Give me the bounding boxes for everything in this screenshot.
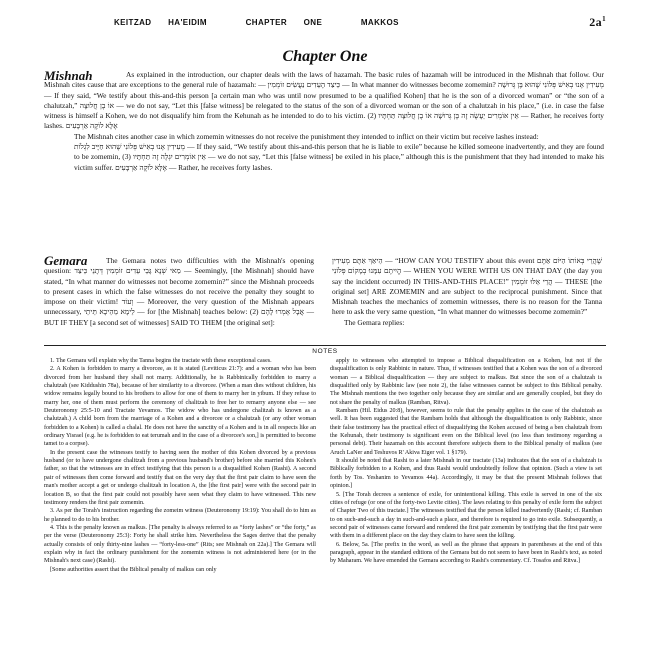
note-paragraph: 3. As per the Torah's instruction regarding the zomeim witness (Deuteronomy 19:19): You shall do to him as he planned to do to his brother. <box>44 508 316 523</box>
gemara-left-column: The Gemara notes two difficulties with the Mishnah's opening question: מַאי שְׁנָא גָּבֵי עֵדִים זוֹמְמִין דְּתָנֵי כֵּיצַד — Seemingly, [the Mishnah] should have stated, “In what manner do witnesses not become zomemin?” since the Mishnah proceeds to present cases in which the false witnesses do not receive the penalty they sought to impose on their victim! וְעוֹד — Moreover, the very question of the Mishnah appears unnecessary, לֵימָא מֵהֵיכָא תֵּיתֵי — for [the Mishnah] teaches below: (2) אֲבָל אָמְרוּ לָהֶם — BUT IF THEY [a second set of witnesses] SAID TO THEM [the original set]: <box>44 256 315 327</box>
mishnah-label: Mishnah <box>44 68 93 83</box>
note-paragraph: Rambam (Hil. Eidus 20:8), however, seems to rule that the penalty applies in the case of the chalutzah as well. It has been suggested that the Rambam holds that although the disqualification is only Rabbinic, since their false testimony has the practical effect of disqualifying the Kohen accused of being a ben chalutzah from the Kehunah, their testimony is significant even on the Biblical level (no less than testimony regarding a personal debt). Their hazamah on this account therefore subjects them to the Biblical penalty of malkus (see Aruch LaNer and Teshuvos R' Akiva Eiger vol. 1 §179). <box>330 408 602 456</box>
note-paragraph: In the present case the witnesses testify to having seen the mother of this Kohen divorced by a previous husband (or to have undergone chalitzah from a previous husband's brother) before she married this Kohen's father, so that the witnesses are in effect testifying that this person is a disqualified Kohen (Rashi). A second pair of witnesses then come forward and testify that on the very day that the first pair claim to have seen the man's mother accept a get or undergo chalitzah in location A, the [the first pair] were with the second pair in location B, so that the first pair could not possibly have seen what they claim to have witnessed. This new testimony renders the first pair zomemin. <box>44 449 316 506</box>
folio-number <box>589 15 606 30</box>
header-tractate-section: KEITZAD HA'EIDIM <box>114 18 207 27</box>
notes-title: NOTES <box>312 348 338 355</box>
gemara-right-text: הֵיאַךְ אַתֶּם מְעִידִין — “HOW CAN YOU TESTIFY about this event שֶׁהֲרֵי בְּאוֹתוֹ הַיּוֹם אַתֶּם הֱיִיתֶם עִמָּנוּ בְמָקוֹם פְּלוֹנִי — WHEN YOU WERE WITH US ON THAT DAY (the day you say the incident occurred) IN THIS-AND-THIS PLACE!” הֲרֵי אֵלּוּ זוֹמְמִין — THESE [the original set] ARE ZOMEMIN and are subject to the reciprocal punishment. Since that Mishnah teaches the mechanics of zomemin witnesses, there is no reason for the Tanna here to ask the very same question, “In what manner do witnesses become zomemin?” <box>332 256 603 317</box>
header-chapter: CHAPTER ONE <box>245 18 323 27</box>
chapter-title: Chapter One <box>282 48 368 65</box>
gemara-reply: The Gemara replies: <box>344 317 405 327</box>
note-paragraph: 6. Below, 5a. [The prefix in the word, as well as the phrase that appears in parentheses at the end of this paragraph, appear in the standard editions of the Gemara but do not seem to have been in Rashi's text, as noted by Maharam. We have emended the Gemara according to Rashi's commentary. Cf. Tosafos and Ritva.] <box>330 541 602 565</box>
mishnah-text <box>44 70 604 173</box>
header-titles <box>114 18 421 27</box>
mishnah-para-1: As explained in the introduction, our chapter deals with the laws of hazamah. The basic rules of hazamah will be introduced in the Mishnah that follow. Our Mishnah cites cause that are exceptions to the general rule of hazamah: — כֵּיצַד הָעֵדִים נַעֲשִׂים זוֹמְמִין — In what manner do witnesses become zomemin? מְעִידִין אָנוּ בְאִישׁ פְּלוֹנִי שֶׁהוּא בֶּן גְּרוּשָׁה — If they said, “We testify about this-and-this person [a certain man who was until now presumed to be a qualified Kohen] that he is the son of a divorced woman” or “the son of a chalutzah,” אוֹ בֶן חֲלוּצָה — we do not say, “Let this [false witness] be relegated to the status of the son of a divorced woman or the son of a chalutzah in his place,” (i.e. in case the false witness is himself a Kohen, we do not disqualify him from the Kehunah as he intended to do to his victim. (2) אֵין אוֹמְרִים יֵעָשֶׂה זֶה בֶּן גְּרוּשָׁה אוֹ בֶן חֲלוּצָה תַּחְתָּיו — Rather, he receives forty lashes. אֶלָּא לוֹקֶה אַרְבָּעִים <box>44 70 605 131</box>
note-paragraph: 2. A Kohen is forbidden to marry a divorcee, as it is stated (Leviticus 21:7): and a woman who has been divorced from her husband they shall not marry. Additionally, he is Rabbinically forbidden to marry a chalutzah (see Kiddushin 78a), because of her similarity to a divorcee. (When a man dies without children, his widow remains legally bound to his brothers to allow for one of them to marry her in yibum. If they refuse to marry her, one of them must perform the ceremony of chalitzah to free her to remarry anyone else — see Deuteronomy 25:5-10 and Tractate Yevamos. The widow who has undergone chalitzah is known as a chalutzah.) A child born from the marriage of a Kohen and a divorcee or a chalutzah (or any other woman forbidden to a Kohen) is called a chalal. He does not have the sanctity of a Kohen and is in all respects like an ordinary Yisrael (e.g. he is forbidden to eat terumah and in the case of a divorcee's son,] is permitted to become tamei to a corpse). <box>44 366 316 448</box>
mishnah-para-3: מְעִידִין אָנוּ בְאִישׁ פְּלוֹנִי שֶׁהוּא חַיָּיב לִגְלוֹת — If they said, “We testify about this-and-this person that he is liable to exile” because he killed someone inadvertently, and they are found to be zomemin, (3) אֵין אוֹמְרִים יִגְלֶה זֶה תַּחְתָּיו — we do not say, “Let this [false witness] be exiled in his place,” although this is the punishment that they had intended to make his victim suffer. אֶלָּא לוֹקֶה אַרְבָּעִים — Rather, he receives forty lashes. <box>74 142 605 172</box>
header-tractate: MAKKOS <box>360 18 399 27</box>
note-paragraph: It should be noted that Rashi to a later Mishnah in our tractate (13a) indicates that the son of a chalutzah is Biblically forbidden to a Kohen, and thus Rashi would undoubtedly follow that opinion. (Such a view is set forth by Tos. Yeshanim to Yevamos 44a). Accordingly, it may be that the present Mishnah follows that opinion.] <box>330 458 602 490</box>
gemara-right-column <box>332 256 602 328</box>
note-paragraph: apply to witnesses who attempted to impose a Biblical disqualification on a Kohen, but not if the disqualification is only Rabbinic in nature. Thus, if witnesses testified that a Kohen was the son of a divorced woman — a Biblical disqualification — they are subject to malkus. But since the son of a chalutzah is disqualified only by Rabbinic law (see note 2), the false witnesses cannot be subject to this Biblical penalty. The Mishnah mentions the two together only because they are similar and are generally coupled, but they do not share the penalty of malkus (Ramban, Ritva). <box>330 358 602 406</box>
gemara-label: Gemara <box>44 253 88 268</box>
notes-right-column <box>330 357 602 566</box>
notes-left-column <box>44 357 316 574</box>
mishnah-para-2: The Mishnah cites another case in which zomemin witnesses do not receive the punishment they intended to inflict on their victim but receive lashes instead: <box>74 131 539 141</box>
note-paragraph: 5. [The Torah decrees a sentence of exile, for unintentional killing. This exile is served in one of the six cities of refuge (or one of the forty-two Levite cities). The laws relating to this penalty of exile form the subject of Chapter Two of this tractate.] The witnesses testified that the person killed inadvertently (Rashi; cf. Ramban to on such-and-such a day in such-and-such a place, and therefore is required to go into exile. Subsequently, a second pair of witnesses came forward and rendered the first pair zomemin by testifying that the first pair were with them in a different place on the day they claim to have seen the killing. <box>330 491 602 540</box>
notes-divider <box>44 345 606 346</box>
folio-sup: 1 <box>602 15 606 23</box>
folio-text: 2a <box>589 15 603 29</box>
running-header <box>40 16 610 30</box>
note-paragraph: 1. The Gemara will explain why the Tanna begins the tractate with these exceptional cases. <box>50 358 272 364</box>
note-paragraph: [Some authorities assert that the Biblical penalty of malkus can only <box>50 566 217 573</box>
note-paragraph: 4. This is the penalty known as malkus. [The penalty is always referred to as “forty lashes” or “the forty,” as per the verse (Deuteronomy 25:3): Forty he shall strike him. Nevertheless the Sages derive that the penalty actually consists of only thirty-nine lashes — “forty-less-one” (Rits; see Mishnah on 22a).] The Gemara will explain why in fact the ordinary punishment for the zomemin witness is not administered here (or in the Mishnah's next case) (Rashi). <box>44 524 316 565</box>
